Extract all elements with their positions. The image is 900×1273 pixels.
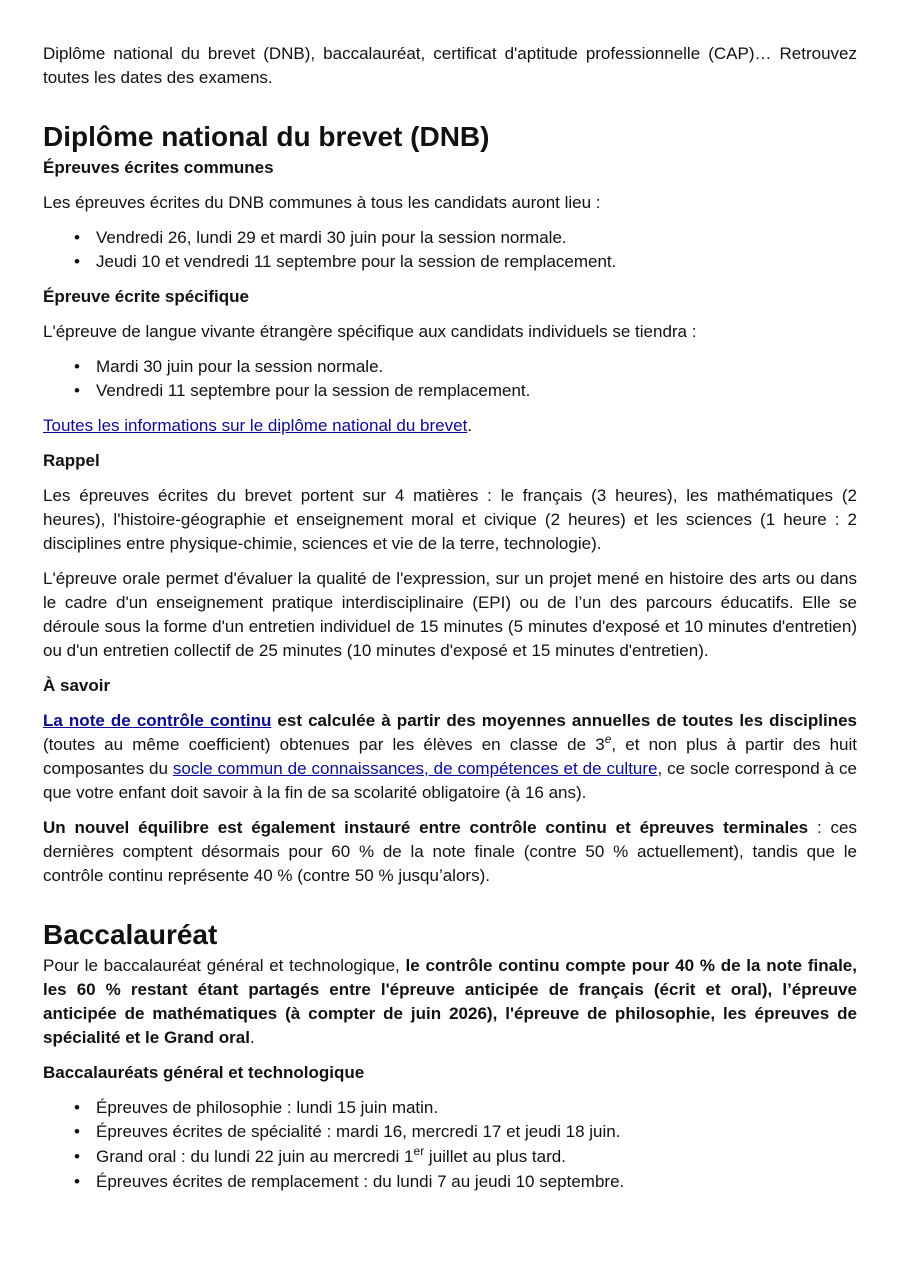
- savoir-heading: À savoir: [43, 676, 111, 695]
- specifique-text: L'épreuve de langue vivante étrangère spécifique aux candidats individuels se tiendra :: [43, 322, 697, 341]
- list-item: • Épreuves écrites de spécialité : mardi 16, mercredi 17 et jeudi 18 juin.: [96, 1120, 857, 1144]
- communes-heading: Épreuves écrites communes: [43, 158, 274, 177]
- list-item: [96, 1144, 857, 1170]
- dnb-heading: Diplôme national du brevet (DNB): [43, 121, 490, 152]
- bac-sub-heading: Baccalauréats général et technologique: [43, 1063, 365, 1082]
- rappel-heading: Rappel: [43, 451, 100, 470]
- list-item: • Épreuves de philosophie : lundi 15 juin matin.: [96, 1096, 857, 1120]
- list-item: • Vendredi 26, lundi 29 et mardi 30 juin pour la session normale.: [96, 226, 857, 250]
- intro-text: Diplôme national du brevet (DNB), baccalauréat, certificat d'aptitude professionnelle (CAP)… Retrouvez toutes les dates des examens.: [43, 44, 857, 87]
- superscript: e: [604, 732, 612, 746]
- list-item: • Jeudi 10 et vendredi 11 septembre pour la session de remplacement.: [96, 250, 857, 274]
- list-item: • Vendredi 11 septembre pour la session de remplacement.: [96, 379, 857, 403]
- list-item: • Épreuves écrites de remplacement : du lundi 7 au jeudi 10 septembre.: [96, 1170, 857, 1194]
- savoir-text: , ce socle correspond à ce que votre enfant doit savoir à la fin de sa scolarité obligatoire (à 16 ans).: [43, 759, 858, 802]
- specifique-heading: Épreuve écrite spécifique: [43, 287, 249, 306]
- bac-bold: le contrôle continu compte pour 40 % de la note finale, les 60 % restant étant partagés entre l'épreuve anticipée de français (écrit et oral), l’épreuve anticipée de mathématiques (à compter de juin 2026), l'épreuve de philosophie, les épreuves de spécialité et le Grand oral: [43, 956, 857, 1047]
- savoir-text: (toutes au même coefficient) obtenues par les élèves en classe de 3: [43, 735, 605, 754]
- bac-paragraph: [43, 954, 857, 1050]
- communes-text: Les épreuves écrites du DNB communes à tous les candidats auront lieu :: [43, 193, 601, 212]
- socle-commun-link[interactable]: socle commun de connaissances, de compétences et de culture: [172, 759, 658, 778]
- rappel-p1: Les épreuves écrites du brevet portent sur 4 matières : le français (3 heures), les mathématiques (2 heures), l'histoire-géographie et enseignement moral et civique (2 heures) et les sciences (1 heure : 2 disciplines entre physique-chimie, sciences et vie de la terre, technologie).: [43, 486, 857, 553]
- info-after: .: [467, 416, 473, 435]
- savoir-bold: Un nouvel équilibre est également instauré entre contrôle continu et épreuves terminales: [43, 818, 809, 837]
- bac-list: [43, 1096, 857, 1194]
- info-paragraph: [43, 414, 857, 438]
- document: [43, 42, 857, 1205]
- communes-list: [43, 226, 857, 274]
- bac-heading: Baccalauréat: [43, 919, 218, 950]
- item-text: juillet au plus tard.: [424, 1147, 566, 1166]
- superscript: er: [413, 1144, 425, 1158]
- controle-continu-link[interactable]: La note de contrôle continu: [43, 711, 272, 730]
- list-item: • Mardi 30 juin pour la session normale.: [96, 355, 857, 379]
- bac-text: .: [249, 1028, 255, 1047]
- savoir-p2: [43, 816, 857, 888]
- specifique-list: [43, 355, 857, 403]
- dnb-info-link[interactable]: Toutes les informations sur le diplôme national du brevet: [43, 416, 468, 435]
- bac-text: Pour le baccalauréat général et technologique,: [43, 956, 406, 975]
- rappel-p2: L'épreuve orale permet d'évaluer la qualité de l'expression, sur un projet mené en histoire des arts ou dans le cadre d'un enseignement pratique interdisciplinaire (EPI) ou de l’un des parcours éducatifs. Elle se déroule sous la forme d'un entretien individuel de 15 minutes (5 minutes d'exposé et 10 minutes d'entretien) ou d'un entretien collectif de 25 minutes (10 minutes d'exposé et 15 minutes d'entretien).: [43, 569, 857, 660]
- savoir-text: : ces dernières comptent désormais pour 60 % de la note finale (contre 50 % actuellement), tandis que le contrôle continu représente 40 % (contre 50 % jusqu’alors).: [43, 818, 857, 885]
- item-text: Grand oral : du lundi 22 juin au mercredi 1: [96, 1147, 414, 1166]
- savoir-bold: est calculée à partir des moyennes annuelles de toutes les disciplines: [271, 711, 857, 730]
- savoir-p1: [43, 709, 857, 805]
- savoir-text: , et non plus à partir des huit composantes du: [43, 735, 857, 778]
